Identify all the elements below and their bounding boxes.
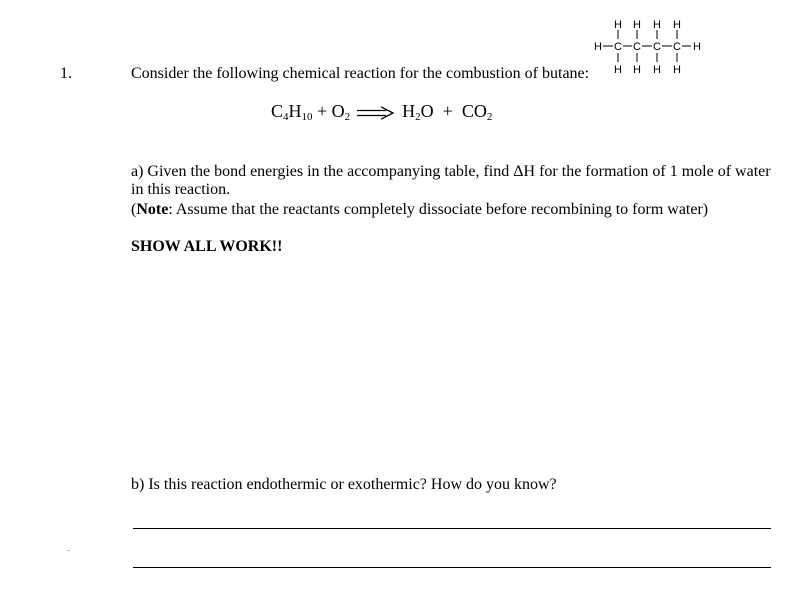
question-number: 1.	[60, 65, 72, 82]
product-carbon-dioxide: $CO_2$	[461, 101, 493, 123]
atom-c: C	[673, 41, 681, 53]
atom-c: C	[633, 41, 641, 53]
note-label: Note	[136, 201, 169, 218]
answer-line	[133, 528, 771, 529]
atom-h: H	[693, 41, 701, 53]
atom-h: H	[653, 64, 661, 76]
atom-h: H	[673, 19, 681, 31]
reactant-butane: $C_4H_{10}$	[271, 101, 313, 123]
answer-line	[133, 567, 771, 568]
question-prompt: Consider the following chemical reaction for the combustion of butane:	[131, 65, 590, 82]
plus-sign: +	[442, 101, 453, 121]
part-a-note: (Note: Assume that the reactants completely dissociate before recombining to form water)	[131, 201, 709, 218]
product-water: $H_2O$	[402, 101, 434, 123]
show-work-instruction: SHOW ALL WORK!!	[131, 238, 283, 255]
atom-h: H	[633, 64, 641, 76]
atom-h: H	[633, 19, 641, 31]
atom-h: H	[614, 19, 622, 31]
atom-h: H	[653, 19, 661, 31]
atom-h: H	[614, 64, 622, 76]
part-b-text: b) Is this reaction endothermic or exothermic? How do you know?	[131, 476, 557, 493]
reaction-arrow-icon	[356, 106, 396, 120]
butane-structural-formula	[590, 17, 710, 82]
part-a-text-line2: in this reaction.	[131, 181, 231, 198]
atom-c: C	[653, 41, 661, 53]
plus-sign: +	[317, 101, 328, 121]
atom-c: C	[614, 41, 622, 53]
chemical-equation	[271, 101, 492, 122]
part-a-text-line1: a) Given the bond energies in the accompanying table, find ΔH for the formation of 1 mole of water	[131, 163, 771, 180]
stray-mark	[67, 550, 70, 551]
atom-h: H	[673, 64, 681, 76]
atom-h: H	[594, 41, 602, 53]
reactant-oxygen: $O_2$	[331, 101, 351, 123]
